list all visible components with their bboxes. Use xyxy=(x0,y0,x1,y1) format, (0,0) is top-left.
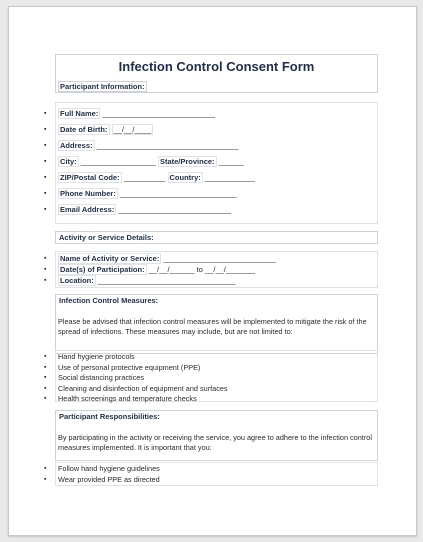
responsibilities-paragraph: By participating in the activity or receiving the service, you agree to adhere to the infection control measures implemented. It is important that you: xyxy=(58,433,372,452)
bullet-icon: ▪ xyxy=(44,255,47,262)
measures-list-box xyxy=(44,350,378,403)
list-item: ▪ Follow hand hygiene guidelines xyxy=(44,464,160,473)
measures-box xyxy=(55,294,378,354)
bullet-icon: ▪ xyxy=(44,126,47,133)
bullet-icon: ▪ xyxy=(44,475,47,483)
field-address[interactable]: ▪ Address: __________________________________ xyxy=(58,138,379,154)
form-title: Infection Control Consent Form xyxy=(118,59,315,74)
bullet-icon: ▪ xyxy=(44,266,47,273)
field-zip-country[interactable]: ▪ ZIP/Postal Code: __________ Country: ____________ xyxy=(58,170,379,186)
participant-fields-box xyxy=(44,102,378,224)
responsibilities-heading: Participant Responsibilities: xyxy=(59,412,160,421)
list-item: ▪ Social distancing practices xyxy=(44,373,144,382)
bullet-icon: ▪ xyxy=(44,277,47,284)
list-item: ▪ Wear provided PPE as directed xyxy=(44,474,160,484)
list-item: ▪ Health screenings and temperature checks xyxy=(44,394,197,403)
field-activity-name[interactable]: ▪ Name of Activity or Service: ___________________________ xyxy=(44,254,277,263)
bullet-icon: ▪ xyxy=(44,110,47,117)
bullet-icon: ▪ xyxy=(44,190,47,197)
bullet-icon: ▪ xyxy=(44,395,47,402)
field-full-name[interactable]: ▪ Full Name: ___________________________ xyxy=(58,106,379,122)
field-dates-participation[interactable]: ▪ Date(s) of Participation: __/__/______ to __/__/_______ xyxy=(44,265,256,274)
list-item: ▪ Cleaning and disinfection of equipment and surfaces xyxy=(44,383,228,393)
title-box xyxy=(55,54,378,93)
bullet-icon: ▪ xyxy=(44,374,47,381)
bullet-icon: ▪ xyxy=(44,363,47,371)
field-date-of-birth[interactable]: ▪ Date of Birth: __/__/____ xyxy=(58,122,379,138)
bullet-icon: ▪ xyxy=(44,142,47,149)
measures-heading: Infection Control Measures: xyxy=(59,296,159,305)
list-item: ▪ Use of personal protective equipment (PPE) xyxy=(44,362,201,372)
participant-info-heading: Participant Information: xyxy=(60,82,145,91)
bullet-icon: ▪ xyxy=(44,174,47,181)
measures-paragraph: Please be advised that infection control measures will be implemented to mitigate the risk of the spread of infections. These measures may include, but are not limited to: xyxy=(58,317,367,336)
measures-list xyxy=(44,352,228,405)
responsibilities-box xyxy=(55,410,378,461)
bullet-icon: ▪ xyxy=(44,206,47,213)
field-city-state[interactable]: ▪ City: __________________ State/Province: ______ xyxy=(58,154,379,170)
activity-fields-box xyxy=(44,251,378,288)
responsibilities-list xyxy=(44,464,160,485)
document-page xyxy=(8,6,417,536)
bullet-icon: ▪ xyxy=(44,353,47,360)
participant-fields-list xyxy=(44,106,379,218)
list-item: ▪ Hand hygiene protocols xyxy=(44,352,135,361)
field-location[interactable]: ▪ Location: _________________________________ xyxy=(44,276,236,285)
activity-heading: Activity or Service Details: xyxy=(59,233,154,242)
bullet-icon: ▪ xyxy=(44,384,47,392)
activity-fields-list xyxy=(44,253,379,286)
bullet-icon: ▪ xyxy=(44,465,47,472)
responsibilities-list-box xyxy=(44,462,378,486)
field-email-address[interactable]: ▪ Email Address: ___________________________ xyxy=(58,202,379,218)
field-phone-number[interactable]: ▪ Phone Number: ____________________________ xyxy=(58,186,379,202)
activity-heading-box xyxy=(55,231,378,244)
bullet-icon: ▪ xyxy=(44,158,47,165)
